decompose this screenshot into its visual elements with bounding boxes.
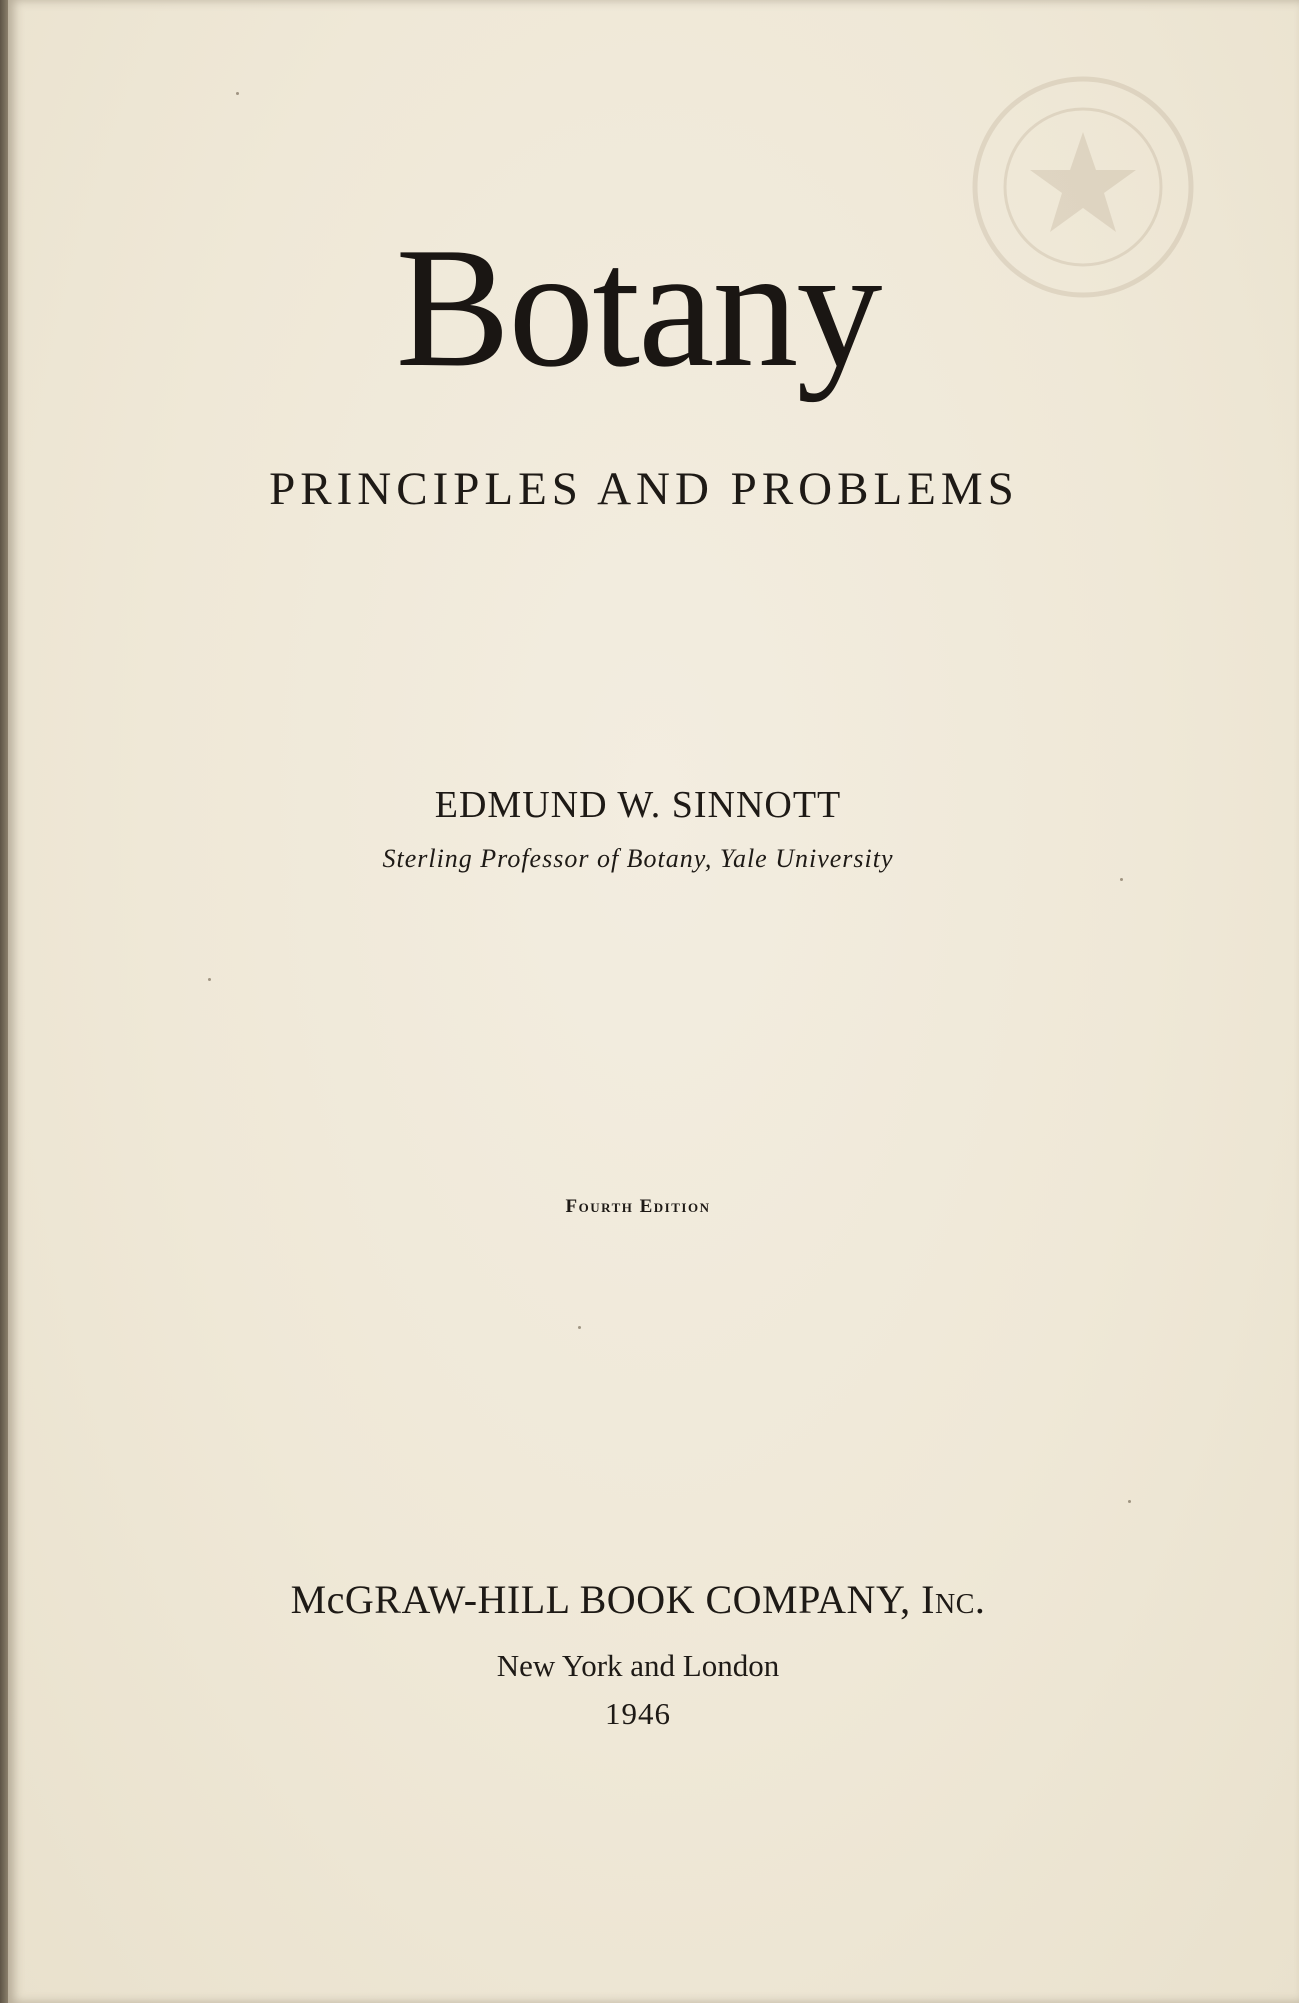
author-affiliation: Sterling Professor of Botany, Yale University [382, 844, 894, 873]
paper-speck [1120, 878, 1123, 881]
edition-label: Fourth Edition [565, 1196, 711, 1217]
paper-speck [208, 978, 211, 981]
book-title-page [8, 0, 1299, 2003]
publisher-main: McGRAW-HILL BOOK COMPANY, [290, 1577, 911, 1622]
publication-year: 1946 [605, 1696, 671, 1731]
page-edge-shadow [0, 0, 8, 2003]
author-name: EDMUND W. SINNOTT [434, 784, 842, 826]
publication-place: New York and London [496, 1648, 780, 1683]
paper-speck [236, 92, 239, 95]
book-title: Botany [395, 213, 881, 403]
publisher-name [8, 1577, 1268, 1622]
book-subtitle: PRINCIPLES AND PROBLEMS [269, 463, 1019, 515]
paper-speck [1128, 1500, 1131, 1503]
publisher-suffix: Inc. [921, 1577, 986, 1622]
paper-speck [578, 1326, 581, 1329]
